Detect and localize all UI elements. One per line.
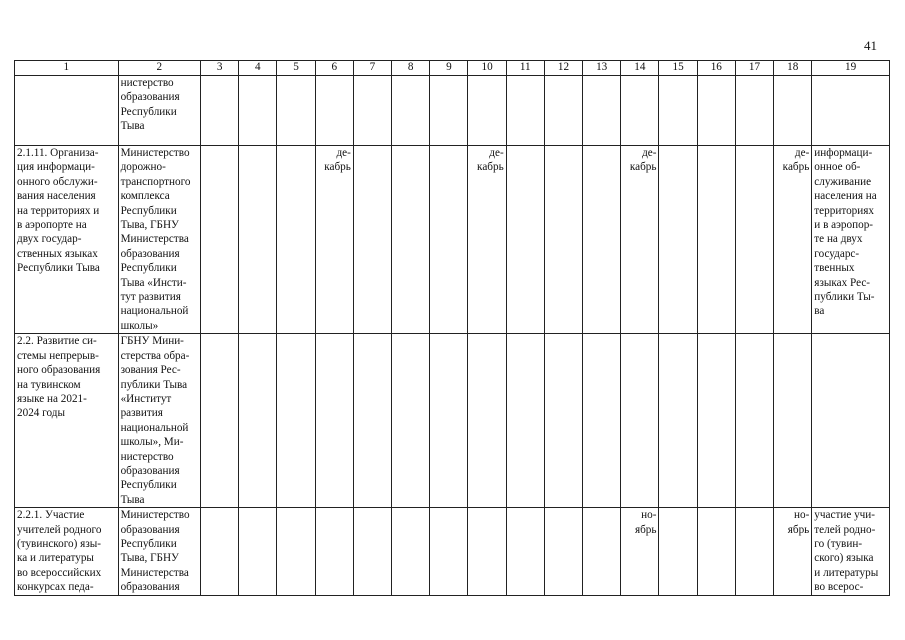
deadline-cell-15 [659,508,697,595]
table-row [15,76,890,146]
page-number: 41 [864,38,877,53]
deadline-cell-6: де- кабрь [315,146,353,334]
deadline-cell-13 [583,76,621,146]
deadline-cell-8 [392,146,430,334]
deadline-cell-18 [774,334,812,508]
column-number-6: 6 [315,61,353,76]
deadline-cell-3 [201,76,239,146]
deadline-cell-18: де- кабрь [774,146,812,334]
deadline-cell-14: де- кабрь [621,146,659,334]
deadline-cell-5 [277,76,315,146]
result-cell: информаци- онное об- служивание населения на территориях и в аэропор- те на двух государс- твенных языках Рес- публики Ты- ва [812,146,890,334]
column-number-4: 4 [239,61,277,76]
event-name-cell: 2.2. Развитие си- стемы непрерыв- ного образования на тувинском языке на 2021- 2024 годы [15,334,119,508]
deadline-cell-11 [506,508,544,595]
responsible-cell: Министерство дорожно- транспортного комплекса Республики Тыва, ГБНУ Министерства образования Республики Тыва «Инсти- тут развития национальной школы» [118,146,200,334]
deadline-cell-16 [697,508,735,595]
responsible-cell: Министерство образования Республики Тыва, ГБНУ Министерства образования [118,508,200,595]
deadline-cell-14 [621,76,659,146]
column-number-9: 9 [430,61,468,76]
deadline-cell-3 [201,146,239,334]
deadline-cell-15 [659,76,697,146]
column-number-15: 15 [659,61,697,76]
deadline-cell-10: де- кабрь [468,146,506,334]
table-body [15,61,890,596]
responsible-cell: нистерство образования Республики Тыва [118,76,200,146]
deadline-cell-12 [544,76,582,146]
deadline-cell-7 [353,146,391,334]
deadline-cell-15 [659,334,697,508]
deadline-cell-10 [468,508,506,595]
deadline-cell-17 [735,334,773,508]
deadline-cell-8 [392,334,430,508]
column-number-5: 5 [277,61,315,76]
deadline-cell-5 [277,334,315,508]
deadline-cell-8 [392,76,430,146]
deadline-cell-12 [544,146,582,334]
deadline-cell-5 [277,508,315,595]
event-name-cell [15,76,119,146]
deadline-cell-18 [774,76,812,146]
deadline-cell-4 [239,76,277,146]
deadline-cell-9 [430,146,468,334]
event-name-cell: 2.2.1. Участие учителей родного (тувинского) язы- ка и литературы во всероссийских конкурсах педа- [15,508,119,595]
deadline-cell-11 [506,76,544,146]
column-number-13: 13 [583,61,621,76]
deadline-cell-11 [506,146,544,334]
deadline-cell-10 [468,76,506,146]
column-number-11: 11 [506,61,544,76]
deadline-cell-9 [430,334,468,508]
deadline-cell-17 [735,508,773,595]
deadline-cell-16 [697,334,735,508]
column-number-16: 16 [697,61,735,76]
column-number-18: 18 [774,61,812,76]
column-number-2: 2 [118,61,200,76]
column-number-12: 12 [544,61,582,76]
deadline-cell-3 [201,508,239,595]
column-number-19: 19 [812,61,890,76]
deadline-cell-14 [621,334,659,508]
deadline-cell-4 [239,146,277,334]
deadline-cell-8 [392,508,430,595]
deadline-cell-13 [583,334,621,508]
deadline-cell-17 [735,146,773,334]
deadline-cell-7 [353,334,391,508]
responsible-cell: ГБНУ Мини- стерства обра- зования Рес- публики Тыва «Институт развития национальной школы», Ми- нистерство образования Республики Тыва [118,334,200,508]
column-number-8: 8 [392,61,430,76]
table-row [15,146,890,334]
deadline-cell-11 [506,334,544,508]
deadline-cell-4 [239,508,277,595]
deadline-cell-13 [583,146,621,334]
deadline-cell-6 [315,76,353,146]
header-row [15,61,890,76]
deadline-cell-13 [583,508,621,595]
column-number-1: 1 [15,61,119,76]
deadline-cell-12 [544,334,582,508]
event-name-cell: 2.1.11. Организа- ция информаци- онного обслужи- вания населения на территориях и в аэропорте на двух государ- ственных языках Республики Тыва [15,146,119,334]
deadline-cell-5 [277,146,315,334]
deadline-cell-9 [430,508,468,595]
result-cell [812,334,890,508]
table-row [15,334,890,508]
deadline-cell-16 [697,76,735,146]
column-number-14: 14 [621,61,659,76]
column-number-7: 7 [353,61,391,76]
result-cell: участие учи- телей родно- го (тувин- ского) языка и литературы во всерос- [812,508,890,595]
deadline-cell-16 [697,146,735,334]
deadline-cell-17 [735,76,773,146]
deadline-cell-10 [468,334,506,508]
deadline-cell-18: но- ябрь [774,508,812,595]
deadline-cell-14: но- ябрь [621,508,659,595]
deadline-cell-15 [659,146,697,334]
plan-table [14,60,890,596]
deadline-cell-6 [315,334,353,508]
deadline-cell-9 [430,76,468,146]
column-number-17: 17 [735,61,773,76]
deadline-cell-6 [315,508,353,595]
deadline-cell-7 [353,76,391,146]
result-cell [812,76,890,146]
column-number-10: 10 [468,61,506,76]
deadline-cell-7 [353,508,391,595]
table-row [15,508,890,595]
deadline-cell-3 [201,334,239,508]
deadline-cell-12 [544,508,582,595]
column-number-3: 3 [201,61,239,76]
deadline-cell-4 [239,334,277,508]
